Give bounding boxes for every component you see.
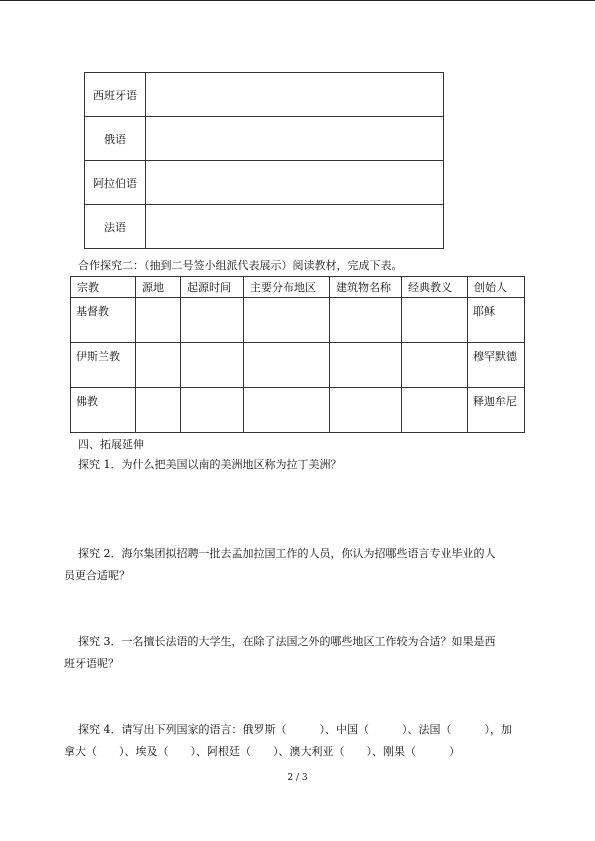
header-building: 建筑物名称 <box>330 277 402 298</box>
religion-name: 基督教 <box>71 298 136 343</box>
answer-cell[interactable] <box>330 343 402 388</box>
table-caption: 合作探究二：（抽到二号签小组派代表展示）阅读教材，完成下表。 <box>78 259 403 272</box>
question-2-line-1: 探究 2．海尔集团拟招聘一批去孟加拉国工作的人员，你认为招哪些语言专业毕业的人 <box>78 547 496 560</box>
answer-cell[interactable] <box>136 388 181 433</box>
question-3-line-1: 探究 3．一名擅长法语的大学生，在除了法国之外的哪些地区工作较为合适？如果是西 <box>78 635 496 648</box>
religion-table <box>70 276 525 433</box>
answer-cell[interactable] <box>330 388 402 433</box>
answer-cell[interactable] <box>136 298 181 343</box>
religion-name: 佛教 <box>71 388 136 433</box>
answer-cell[interactable] <box>181 343 244 388</box>
question-1: 探究 1．为什么把美国以南的美洲地区称为拉丁美洲？ <box>78 458 342 471</box>
table-row <box>85 161 444 205</box>
header-founder: 创始人 <box>468 277 525 298</box>
answer-cell[interactable] <box>244 388 330 433</box>
answer-cell[interactable] <box>402 343 468 388</box>
answer-cell[interactable] <box>146 205 444 249</box>
language-label: 西班牙语 <box>85 73 146 117</box>
answer-cell[interactable] <box>146 161 444 205</box>
religion-name: 伊斯兰教 <box>71 343 136 388</box>
table-row <box>85 205 444 249</box>
header-origin-time: 起源时间 <box>181 277 244 298</box>
language-table <box>84 72 444 249</box>
language-label: 法语 <box>85 205 146 249</box>
question-2-line-2: 员更合适呢？ <box>64 569 130 582</box>
answer-cell[interactable] <box>146 117 444 161</box>
header-distribution: 主要分布地区 <box>244 277 330 298</box>
top-rule <box>0 0 595 1</box>
question-3-line-2: 班牙语呢？ <box>64 657 119 670</box>
table-row <box>85 73 444 117</box>
answer-cell[interactable] <box>136 343 181 388</box>
table-row <box>71 298 525 343</box>
header-religion: 宗教 <box>71 277 136 298</box>
founder-name: 穆罕默德 <box>468 343 525 388</box>
section-title: 四、拓展延伸 <box>78 438 144 451</box>
answer-cell[interactable] <box>402 388 468 433</box>
answer-cell[interactable] <box>181 388 244 433</box>
founder-name: 释迦牟尼 <box>468 388 525 433</box>
question-4-line-2: 拿大（ ）、埃及（ ）、阿根廷（ ）、澳大利亚（ ）、刚果（ ） <box>64 745 460 758</box>
founder-name: 耶稣 <box>468 298 525 343</box>
table-row <box>71 388 525 433</box>
answer-cell[interactable] <box>402 298 468 343</box>
answer-cell[interactable] <box>244 343 330 388</box>
page-number: 2 / 3 <box>287 773 308 783</box>
table-row <box>85 117 444 161</box>
answer-cell[interactable] <box>330 298 402 343</box>
table-header-row <box>71 277 525 298</box>
header-origin-place: 源地 <box>136 277 181 298</box>
answer-cell[interactable] <box>244 298 330 343</box>
language-label: 阿拉伯语 <box>85 161 146 205</box>
question-4-line-1: 探究 4．请写出下列国家的语言：俄罗斯（ ）、中国（ ）、法国（ ），加 <box>78 723 512 736</box>
answer-cell[interactable] <box>146 73 444 117</box>
table-row <box>71 343 525 388</box>
language-label: 俄语 <box>85 117 146 161</box>
header-scripture: 经典教义 <box>402 277 468 298</box>
answer-cell[interactable] <box>181 298 244 343</box>
